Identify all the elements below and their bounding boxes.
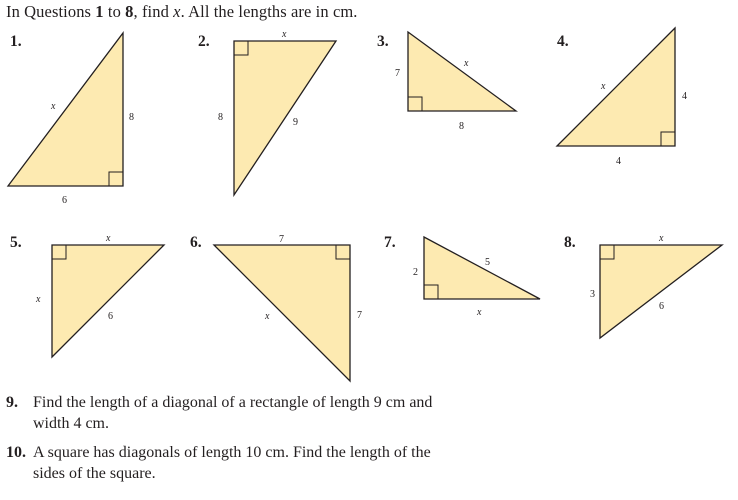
intro-text: , find — [133, 2, 174, 21]
intro-text: . All the lengths are in cm. — [180, 2, 358, 21]
figure-3-label: 3. — [377, 33, 389, 50]
figure-7-side-2: 2 — [413, 267, 418, 278]
figure-5-label: 5. — [10, 234, 22, 251]
figure-5-side-x-top: x — [106, 233, 111, 244]
question-9 — [6, 392, 506, 434]
figure-8-side-6: 6 — [659, 301, 664, 312]
figure-6-side-7-top: 7 — [279, 234, 284, 245]
figure-2-side-8: 8 — [218, 112, 223, 123]
question-9-line2: width 4 cm. — [33, 415, 109, 432]
intro-from: 1 — [95, 2, 104, 21]
question-10-number: 10. — [6, 444, 26, 461]
figure-1-triangle — [8, 33, 134, 206]
question-9-line1: Find the length of a diagonal of a rectangle of length 9 cm and — [33, 394, 433, 411]
figure-8-triangle — [590, 233, 722, 338]
figure-1-side-8: 8 — [129, 112, 134, 123]
figure-4-side-4: 4 — [682, 91, 687, 102]
figure-3-side-x: x — [464, 58, 469, 69]
figure-3-side-8: 8 — [459, 121, 464, 132]
figure-1-side-x: x — [51, 101, 56, 112]
figure-5-side-6: 6 — [108, 311, 113, 322]
question-10 — [6, 442, 506, 484]
figure-2-side-9: 9 — [293, 117, 298, 128]
figure-4-side-4b: 4 — [616, 156, 621, 167]
figure-7-triangle — [413, 237, 540, 318]
figure-2-triangle — [218, 29, 336, 195]
intro-text: In Questions — [6, 2, 96, 21]
intro-to: 8 — [125, 2, 134, 21]
question-9-number: 9. — [6, 394, 18, 411]
figure-6-side-x: x — [265, 311, 270, 322]
figure-4-triangle — [557, 28, 687, 167]
figure-7-label: 7. — [384, 234, 396, 251]
question-10-line1: A square has diagonals of length 10 cm. Find the length of the — [33, 444, 431, 461]
intro-text: to — [103, 2, 126, 21]
figure-2-label: 2. — [198, 33, 210, 50]
figure-7-side-5: 5 — [485, 257, 490, 268]
figure-3-triangle — [395, 32, 516, 132]
figure-4-label: 4. — [557, 33, 569, 50]
figure-8-label: 8. — [564, 234, 576, 251]
figure-8-side-x: x — [659, 233, 664, 244]
figure-5-triangle — [35, 233, 164, 357]
figure-8-side-3: 3 — [590, 289, 595, 300]
figure-6-side-7-right: 7 — [357, 310, 362, 321]
question-10-line2: sides of the square. — [33, 465, 156, 482]
figure-4-side-x: x — [601, 81, 606, 92]
figure-5-side-x-left: x — [36, 294, 41, 305]
figure-1-label: 1. — [10, 33, 22, 50]
figure-7-side-x: x — [477, 307, 482, 318]
figure-1-side-6: 6 — [62, 195, 67, 206]
intro-variable: x — [173, 2, 181, 21]
figure-6-triangle — [214, 234, 362, 381]
figure-2-side-x: x — [282, 29, 287, 40]
figure-3-side-7: 7 — [395, 68, 400, 79]
figure-6-label: 6. — [190, 234, 202, 251]
